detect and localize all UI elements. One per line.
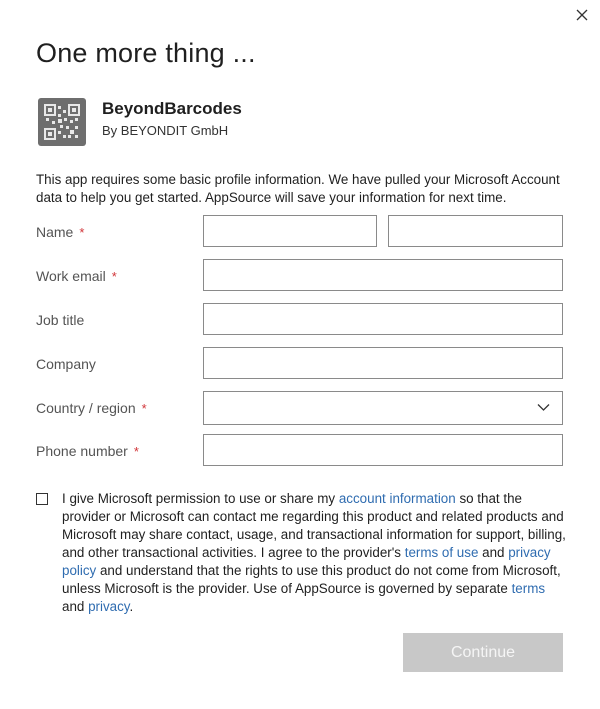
app-name: BeyondBarcodes	[102, 99, 242, 118]
privacy-policy-link[interactable]: privacy policy	[62, 545, 551, 578]
qr-code-icon	[44, 104, 80, 140]
required-marker: *	[133, 444, 139, 459]
privacy-link[interactable]: privacy	[88, 599, 130, 614]
country-label: Country / region *	[36, 400, 147, 416]
name-row	[36, 215, 563, 249]
job-title-input[interactable]	[203, 303, 563, 335]
company-label: Company	[36, 356, 96, 372]
required-marker: *	[111, 269, 117, 284]
name-label: Name *	[36, 224, 85, 240]
chevron-down-icon	[537, 403, 550, 412]
account-information-link[interactable]: account information	[338, 491, 456, 506]
work-email-input[interactable]	[203, 259, 563, 291]
company-input[interactable]	[203, 347, 563, 379]
work-email-label: Work email *	[36, 268, 117, 284]
job-title-row	[36, 303, 563, 337]
close-button[interactable]	[573, 6, 591, 24]
info-text: This app requires some basic profile information. We have pulled your Microsoft Account data to help you get started. AppSource will save your information for next time.	[36, 172, 560, 205]
work-email-row	[36, 259, 563, 293]
required-marker: *	[79, 225, 85, 240]
continue-button[interactable]: Continue	[403, 633, 563, 672]
first-name-input[interactable]	[203, 215, 377, 247]
app-info	[38, 98, 242, 146]
consent-checkbox[interactable]	[36, 493, 48, 505]
app-publisher: By BEYONDIT GmbH	[102, 123, 229, 138]
last-name-input[interactable]	[388, 215, 563, 247]
country-row	[36, 391, 563, 425]
close-icon	[573, 6, 591, 24]
job-title-label: Job title	[36, 312, 85, 328]
phone-input[interactable]	[203, 434, 563, 466]
required-marker: *	[141, 401, 147, 416]
phone-row	[36, 434, 563, 468]
dialog-title: One more thing ...	[36, 38, 256, 68]
country-select[interactable]	[203, 391, 563, 425]
app-logo	[38, 98, 86, 146]
terms-of-use-link[interactable]: terms of use	[404, 545, 479, 560]
terms-link[interactable]: terms	[511, 581, 546, 596]
consent-text: I give Microsoft permission to use or share my account information so that the provider or Microsoft can contact me regarding this product and related products and Microsoft may share contact, usage, and transactional information for support, billing, and other transactional activities. I agree to the provider's terms of use and privacy policy and understand that the rights to use this product do not come from Microsoft, unless Microsoft is the provider. Use of AppSource is governed by separate terms and privacy.	[62, 491, 566, 614]
phone-label: Phone number *	[36, 443, 139, 459]
company-row	[36, 347, 563, 381]
